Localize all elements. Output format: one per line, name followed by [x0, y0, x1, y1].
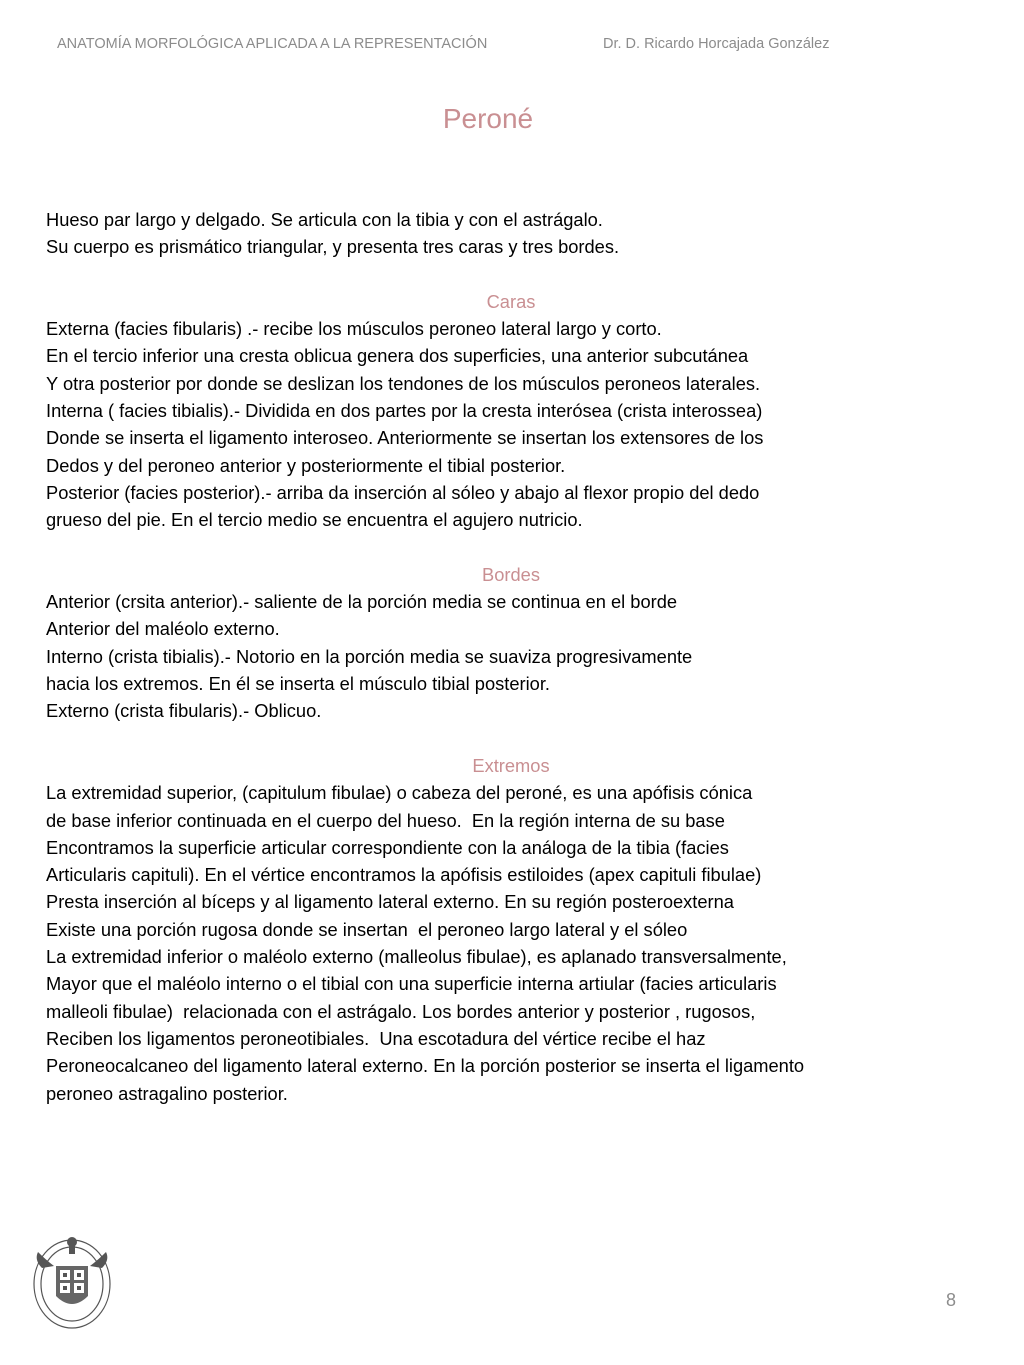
page-number: 8 [946, 1290, 957, 1310]
paragraph-line: Existe una porción rugosa donde se insertan el peroneo largo lateral y el sóleo [46, 918, 688, 940]
author-name: Dr. D. Ricardo Horcajada González [603, 36, 830, 52]
intro-line: Su cuerpo es prismático triangular, y presenta tres caras y tres bordes. [46, 236, 620, 258]
paragraph-line: Encontramos la superficie articular correspondiente con la análoga de la tibia (facies [46, 836, 729, 858]
paragraph-line: Y otra posterior por donde se deslizan los tendones de los músculos peroneos laterales. [46, 372, 761, 394]
paragraph-line: Externa (facies fibularis) .- recibe los músculos peroneo lateral largo y corto. [46, 318, 662, 340]
spacer [46, 261, 976, 288]
page-header [0, 36, 1024, 56]
paragraph-line: Presta inserción al bíceps y al ligamento lateral externo. En su región posteroexterna [46, 891, 734, 913]
paragraph-line: hacia los extremos. En él se inserta el músculo tibial posterior. [46, 673, 550, 695]
paragraph-line: peroneo astragalino posterior. [46, 1082, 288, 1104]
page-title: Peroné [442, 103, 534, 134]
paragraph-line: Donde se inserta el ligamento interoseo. Anteriormente se insertan los extensores de los [46, 427, 764, 449]
paragraph-line: La extremidad inferior o maléolo externo (malleolus fibulae), es aplanado transversalmente, [46, 946, 787, 968]
paragraph-line: En el tercio inferior una cresta oblicua genera dos superficies, una anterior subcutánea [46, 345, 749, 367]
paragraph-line: Dedos y del peroneo anterior y posteriormente el tibial posterior. [46, 454, 566, 476]
paragraph-line: malleoli fibulae) relacionada con el astrágalo. Los bordes anterior y posterior , rugosos, [46, 1000, 756, 1022]
section-heading-caras: Caras [486, 290, 536, 312]
paragraph-line: de base inferior continuada en el cuerpo del hueso. En la región interna de su base [46, 809, 725, 831]
university-seal-icon [28, 1230, 116, 1332]
paragraph-line: Posterior (facies posterior).- arriba da inserción al sóleo y abajo al flexor propio del dedo [46, 481, 760, 503]
section-heading-extremos: Extremos [472, 754, 550, 776]
intro-line: Hueso par largo y delgado. Se articula con la tibia y con el astrágalo. [46, 209, 603, 230]
paragraph-line: Anterior del maléolo externo. [46, 618, 280, 640]
paragraph-line: Mayor que el maléolo interno o el tibial con una superficie interna artiular (facies articularis [46, 973, 777, 995]
spacer [46, 725, 976, 752]
paragraph-line: Peroneocalcaneo del ligamento lateral externo. En la porción posterior se inserta el ligamento [46, 1055, 805, 1077]
paragraph-line: La extremidad superior, (capitulum fibulae) o cabeza del peroné, es una apófisis cónica [46, 782, 753, 804]
paragraph-line: Articularis capituli). En el vértice encontramos la apófisis estiloides (apex capituli fibulae) [46, 864, 762, 886]
document-body [46, 206, 976, 1107]
spacer [46, 534, 976, 561]
paragraph-line: Interno (crista tibialis).- Notorio en la porción media se suaviza progresivamente [46, 645, 693, 667]
paragraph-line: Reciben los ligamentos peroneotibiales. Una escotadura del vértice recibe el haz [46, 1027, 706, 1049]
paragraph-line: grueso del pie. En el tercio medio se encuentra el agujero nutricio. [46, 509, 583, 531]
paragraph-line: Interna ( facies tibialis).- Dividida en dos partes por la cresta interósea (crista interossea) [46, 400, 763, 422]
paragraph-line: Externo (crista fibularis).- Oblicuo. [46, 700, 322, 722]
course-title: ANATOMÍA MORFOLÓGICA APLICADA A LA REPRESENTACIÓN [57, 36, 488, 52]
paragraph-line: Anterior (crsita anterior).- saliente de la porción media se continua en el borde [46, 591, 678, 613]
section-heading-bordes: Bordes [482, 563, 540, 585]
